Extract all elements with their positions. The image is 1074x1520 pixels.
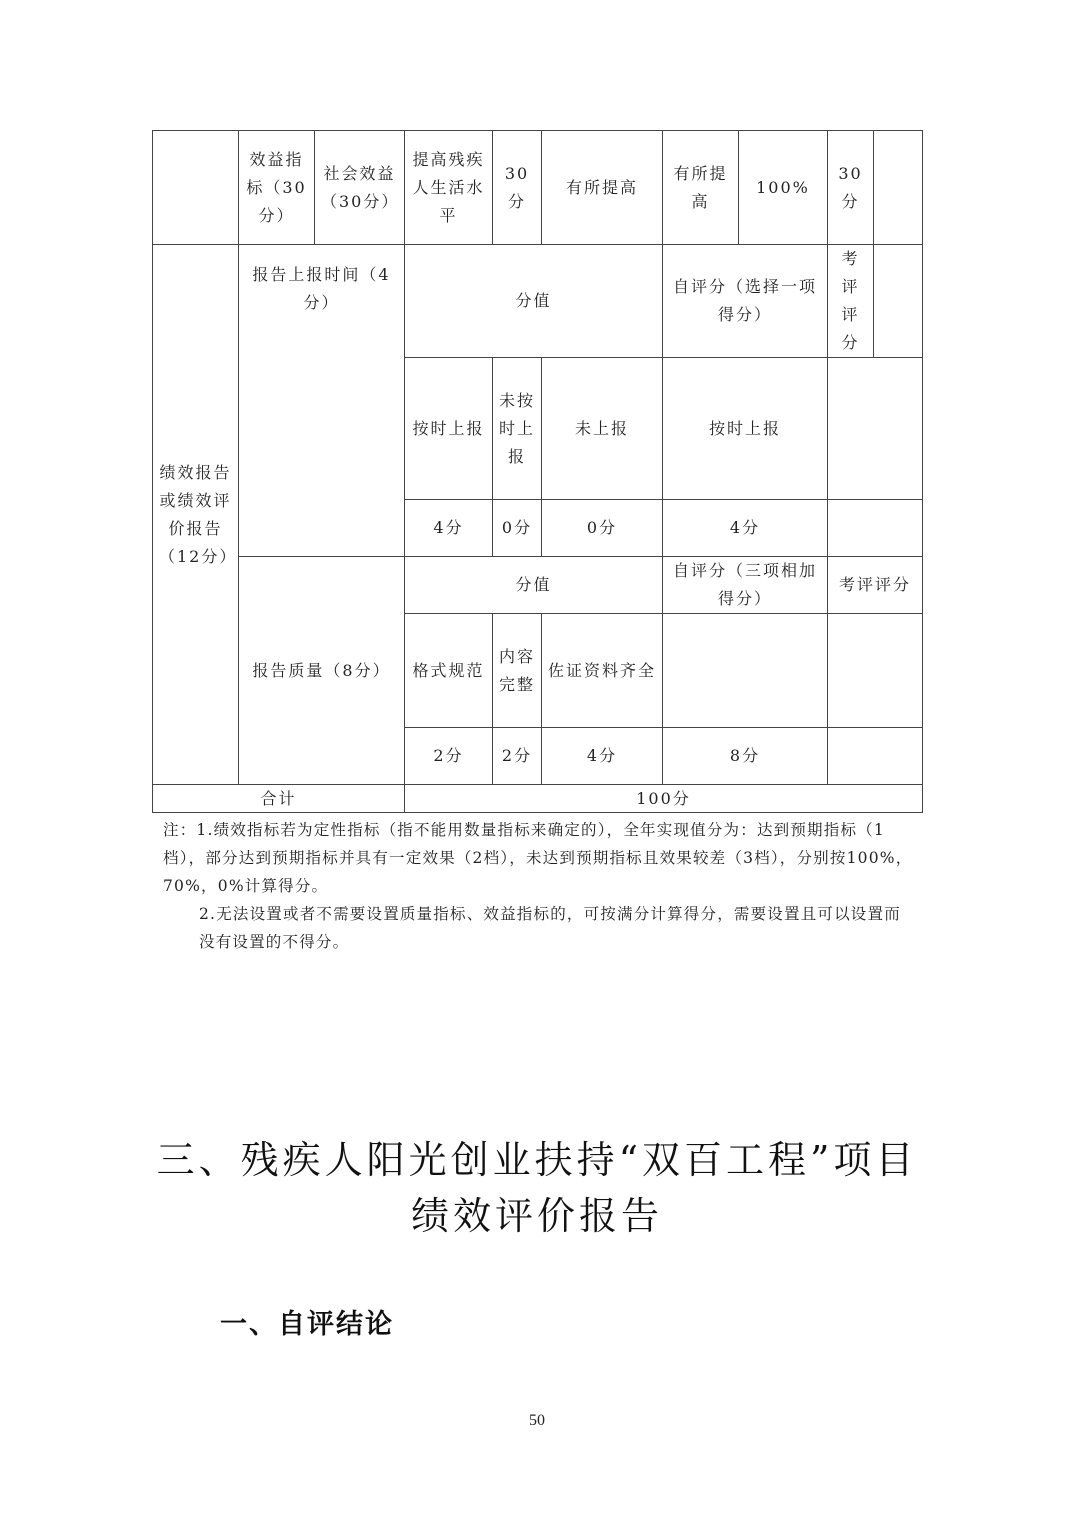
table-cell-assess	[874, 131, 923, 245]
table-cell-weight: 30分	[493, 131, 542, 245]
table-cell-assess-score	[828, 500, 923, 557]
performance-table-wrapper	[152, 130, 922, 813]
table-cell-actual: 有所提高	[663, 131, 739, 245]
table-row-time-header	[153, 245, 923, 358]
table-cell-assess-score	[828, 728, 923, 785]
table-cell-score-format: 2分	[405, 728, 493, 785]
table-cell-indicator-name: 提高残疾人生活水平	[405, 131, 493, 245]
table-cell-score-none: 0分	[542, 500, 663, 557]
table-cell-benefit-indicator: 效益指标（30分）	[239, 131, 315, 245]
table-cell-option-none: 未上报	[542, 358, 663, 500]
table-cell-score: 30分	[828, 131, 874, 245]
table-cell-assess-value	[828, 358, 923, 500]
table-cell-social-benefit: 社会效益（30分）	[315, 131, 405, 245]
table-cell-empty	[874, 245, 923, 358]
table-cell-score-content: 2分	[493, 728, 542, 785]
table-cell-report-quality: 报告质量（8分）	[239, 557, 405, 785]
table-cell-report-category: 绩效报告或绩效评价报告（12分）	[153, 245, 239, 785]
table-note-1: 注：1.绩效指标若为定性指标（指不能用数量指标来确定的），全年实现值分为：达到预期指标（1档），部分达到预期指标并具有一定效果（2档），未达到预期指标且效果较差（3档），分别按100%，70%，0%计算得分。	[163, 821, 913, 895]
table-cell-option-evidence: 佐证资料齐全	[542, 614, 663, 728]
table-cell-assess-empty	[828, 614, 923, 728]
table-cell-self-empty	[663, 614, 828, 728]
table-cell-option-content: 内容完整	[493, 614, 542, 728]
table-cell-option-format: 格式规范	[405, 614, 493, 728]
table-cell-score-late: 0分	[493, 500, 542, 557]
table-row-total	[153, 785, 923, 813]
table-cell-value-header: 分值	[405, 557, 663, 614]
table-note-2-text: 2.无法设置或者不需要设置质量指标、效益指标的，可按满分计算得分，需要设置且可以设置而没有设置的不得分。	[199, 905, 901, 951]
table-cell-total-value: 100分	[405, 785, 923, 813]
table-cell-rate: 100%	[739, 131, 828, 245]
performance-table	[152, 130, 923, 813]
table-cell-self-score: 4分	[663, 500, 828, 557]
table-cell-target: 有所提高	[542, 131, 663, 245]
table-row-social-benefit	[153, 131, 923, 245]
table-cell-self-score-header: 自评分（三项相加得分）	[663, 557, 828, 614]
table-cell-score-evidence: 4分	[542, 728, 663, 785]
table-row-quality-header	[153, 557, 923, 614]
table-cell-assess-header: 考评评分	[828, 245, 874, 358]
sub-title: 一、自评结论	[220, 1309, 394, 1340]
table-cell-option-ontime: 按时上报	[405, 358, 493, 500]
section-title: 三、残疾人阳光创业扶持“双百工程”项目绩效评价报告	[156, 1138, 918, 1238]
table-cell-option-late: 未按时上报	[493, 358, 542, 500]
table-cell-assess-header: 考评评分	[828, 557, 923, 614]
table-cell-report-time: 报告上报时间（4分）	[239, 245, 405, 557]
page-number: 50	[529, 1412, 545, 1429]
table-cell-total-label: 合计	[153, 785, 405, 813]
table-cell-empty	[153, 131, 239, 245]
table-cell-value-header: 分值	[405, 245, 663, 358]
table-cell-self-score-header: 自评分（选择一项得分）	[663, 245, 828, 358]
table-cell-self-choice: 按时上报	[663, 358, 828, 500]
table-cell-score-ontime: 4分	[405, 500, 493, 557]
table-cell-self-score: 8分	[663, 728, 828, 785]
table-note-2	[163, 900, 913, 956]
